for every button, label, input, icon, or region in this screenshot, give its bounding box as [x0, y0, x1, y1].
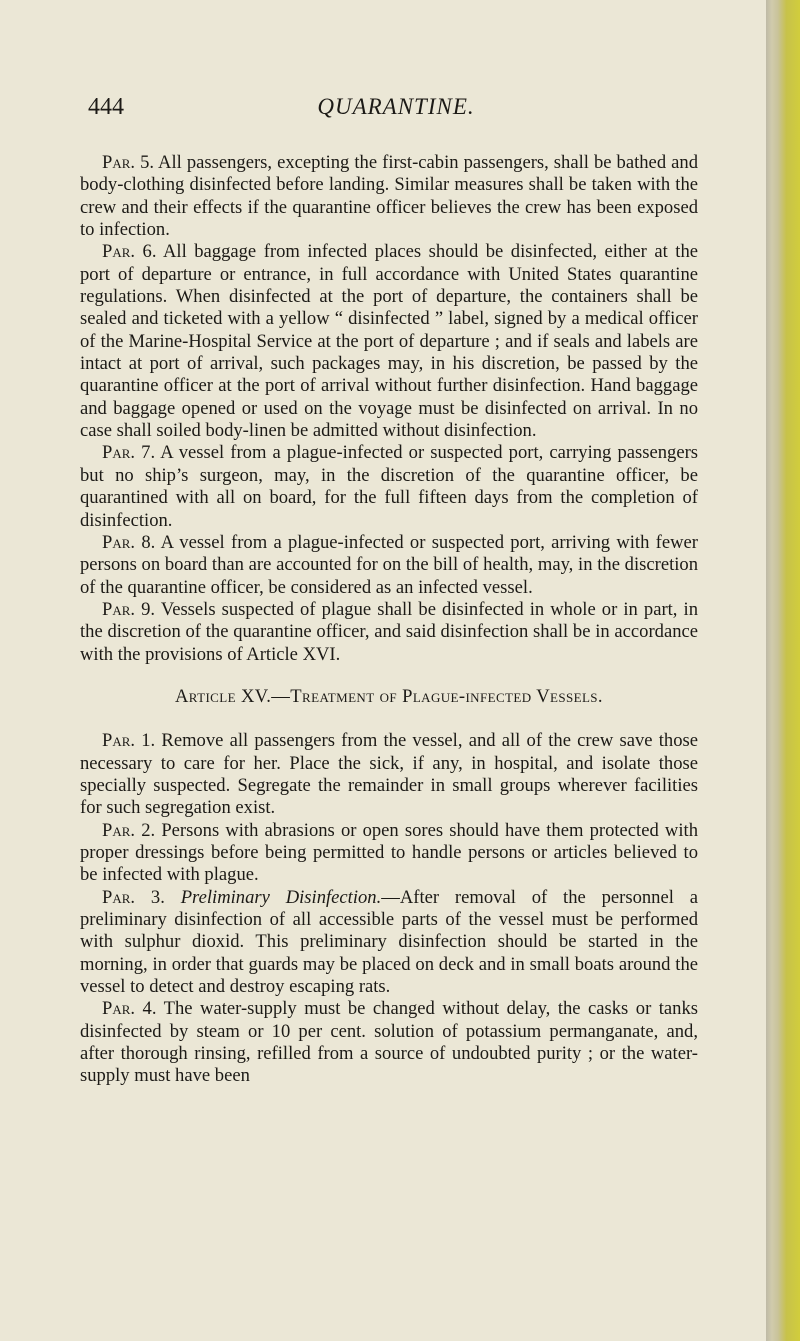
- paragraph-label: Par. 5.: [102, 152, 155, 173]
- paragraph: [80, 152, 698, 241]
- running-title: QUARANTINE.: [317, 94, 475, 119]
- paragraph-label: Par. 1.: [102, 730, 156, 752]
- paragraph: [80, 599, 698, 666]
- paragraph-label: Par. 7.: [102, 442, 156, 464]
- paragraph: [80, 730, 698, 819]
- paragraph-text: Vessels suspected of plague shall be disinfected in whole or in part, in the discretion of the quarantine officer, and said disinfection shall be in accordance with the provisions of Article XVI.: [80, 598, 698, 665]
- paragraph-italic-heading: Preliminary Disinfection.: [180, 886, 382, 908]
- paragraph: [80, 887, 698, 999]
- paragraph-label: Par. 6.: [102, 241, 157, 263]
- paragraph: [80, 820, 698, 887]
- paragraph-label: Par. 8.: [102, 531, 156, 553]
- paragraph: [80, 998, 698, 1087]
- paragraph-text: All baggage from infected places should be disinfected, either at the port of departure or entrance, in full accordance with United States quarantine regulations. When disinfected at the port of departure, the containers shall be sealed and ticketed with a yellow “ disinfected ” label, signed by a medical officer of the Marine-Hospital Service at the port of departure ; and if seals and labels are intact at port of arrival, such packages may, in his discretion, be passed by the quarantine officer at the port of arrival without further disinfection. Hand baggage and baggage opened or used on the voyage must be disinfected on arrival. In no case shall soiled body-linen be admitted without disinfection.: [80, 241, 698, 442]
- paragraph: [80, 532, 698, 599]
- paragraph-label: Par. 9.: [102, 598, 156, 620]
- paragraphs-after: [80, 730, 698, 1088]
- paragraphs-before: [80, 152, 698, 666]
- paragraph-text: A vessel from a plague-infected or suspected port, arriving with fewer persons on board than are accounted for on the bill of health, may, in the discretion of the quarantine officer, be considered as an infected vessel.: [80, 531, 698, 598]
- paragraph-label: Par. 2.: [102, 819, 156, 841]
- paragraph-label: Par. 4.: [102, 998, 157, 1020]
- paragraph-text: —After removal of the personnel a preliminary disinfection of all accessible parts of the vessel must be performed with sulphur dioxid. This preliminary disinfection should be started in the morning, in order that guards may be placed on deck and in small boats around the vessel to detect and destroy escaping rats.: [80, 886, 698, 998]
- paragraph-text: All passengers, excepting the first-cabin passengers, shall be bathed and body-clothing disinfected before landing. Similar measures shall be taken with the crew and their effects if the quarantine officer believes the crew has been exposed to infection.: [80, 152, 698, 241]
- section-heading: Article XV.—Treatment of Plague-infected Vessels.: [174, 685, 603, 707]
- paragraph: [80, 241, 698, 442]
- page-header: [88, 94, 704, 134]
- paragraph-text: Remove all passengers from the vessel, and all of the crew save those necessary to care for her. Place the sick, if any, in hospital, and isolate those specially suspected. Segregate the remainder in small groups wherever facilities for such segregation exist.: [80, 730, 698, 819]
- paragraph: [80, 442, 698, 531]
- page-number: 444: [88, 94, 124, 120]
- paragraph-text: Persons with abrasions or open sores should have them protected with proper dressings before being permitted to handle persons or articles believed to be infected with plague.: [80, 819, 698, 886]
- page-edge: [766, 0, 800, 1341]
- paragraph-label: Par. 3.: [102, 886, 165, 908]
- page-body: [80, 152, 698, 1088]
- paragraph-text: A vessel from a plague-infected or suspected port, carrying passengers but no ship’s surgeon, may, in the discretion of the quarantine officer, be quarantined with all on board, for the full fifteen days from the completion of disinfection.: [80, 442, 698, 531]
- paragraph-text: The water-supply must be changed without delay, the casks or tanks disinfected by steam or 10 per cent. solution of potassium permanganate, and, after thorough rinsing, refilled from a source of undoubted purity ; or the water-supply must have been: [80, 998, 698, 1087]
